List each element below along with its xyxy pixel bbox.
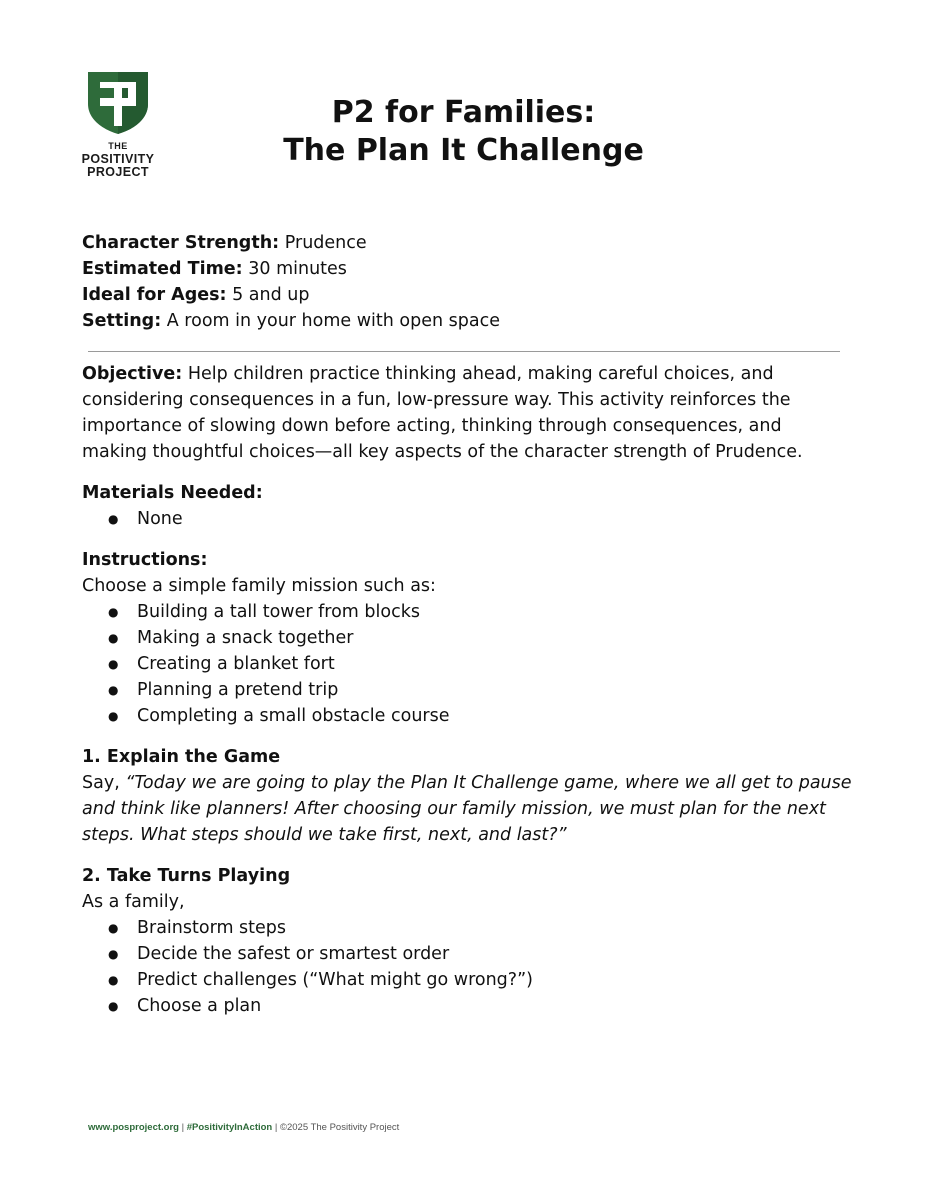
step-1-heading: 1. Explain the Game xyxy=(82,747,281,767)
main-content xyxy=(82,361,852,1019)
positivity-project-logo xyxy=(72,70,164,179)
list-item: ● Decide the safest or smartest order xyxy=(82,941,852,967)
step-2-heading: 2. Take Turns Playing xyxy=(82,866,291,886)
footer-copyright: ©2025 The Positivity Project xyxy=(279,1122,400,1133)
title-line-1: P2 for Families: xyxy=(331,95,596,130)
list-item: ● Completing a small obstacle course xyxy=(82,703,852,729)
instructions-heading: Instructions: xyxy=(82,550,208,570)
list-item: ● Predict challenges (“What might go wrong?”) xyxy=(82,967,852,993)
detail-character-strength xyxy=(82,230,500,256)
objective-text: Help children practice thinking ahead, making careful choices, and considering consequences in a fun, low-pressure way. This activity reinforces the importance of slowing down before acting, thinking through consequences, and making thoughtful choices—all key aspects of the character strength of Prudence. xyxy=(82,364,803,462)
step-1-section xyxy=(82,744,852,848)
list-item: ● None xyxy=(82,506,852,532)
footer-hashtag: #PositivityInAction xyxy=(186,1122,273,1133)
step-2-section xyxy=(82,863,852,1019)
materials-list xyxy=(82,506,852,532)
page-footer xyxy=(88,1122,399,1133)
detail-estimated-time xyxy=(82,256,500,282)
detail-value: 30 minutes xyxy=(248,259,347,279)
list-item: ● Choose a plan xyxy=(82,993,852,1019)
detail-setting xyxy=(82,308,500,334)
page-title xyxy=(200,94,727,170)
instructions-section xyxy=(82,547,852,729)
materials-heading: Materials Needed: xyxy=(82,483,263,503)
list-item: ● Making a snack together xyxy=(82,625,852,651)
instructions-intro: Choose a simple family mission such as: xyxy=(82,576,436,596)
list-item: ● Planning a pretend trip xyxy=(82,677,852,703)
title-line-2: The Plan It Challenge xyxy=(283,133,644,168)
materials-section xyxy=(82,480,852,532)
step-2-list xyxy=(82,915,852,1019)
detail-label: Ideal for Ages: xyxy=(82,285,227,305)
detail-value: 5 and up xyxy=(232,285,310,305)
p2-shield-icon xyxy=(86,70,150,136)
footer-website-link[interactable]: www.posproject.org xyxy=(88,1122,179,1133)
detail-ideal-ages xyxy=(82,282,500,308)
step-1-say: Say, xyxy=(82,773,126,793)
objective-label: Objective: xyxy=(82,364,183,384)
logo-text-project: PROJECT xyxy=(87,165,149,179)
objective-paragraph xyxy=(82,361,852,465)
detail-label: Setting: xyxy=(82,311,162,331)
step-1-text xyxy=(82,770,852,848)
activity-details xyxy=(82,230,500,334)
detail-label: Estimated Time: xyxy=(82,259,243,279)
divider xyxy=(88,351,840,352)
list-item: ● Brainstorm steps xyxy=(82,915,852,941)
footer-separator: | xyxy=(178,1122,187,1133)
step-2-intro: As a family, xyxy=(82,892,185,912)
list-item: ● Creating a blanket fort xyxy=(82,651,852,677)
list-item: ● Building a tall tower from blocks xyxy=(82,599,852,625)
detail-label: Character Strength: xyxy=(82,233,280,253)
step-1-quote: “Today we are going to play the Plan It Challenge game, where we all get to pause and think like planners! After choosing our family mission, we must plan for the next steps. What steps should we take first, next, and last?” xyxy=(82,773,852,845)
logo-text-the: THE xyxy=(108,141,128,151)
detail-value: Prudence xyxy=(284,233,367,253)
detail-value: A room in your home with open space xyxy=(166,311,501,331)
logo-text-positivity: POSITIVITY xyxy=(81,152,155,166)
mission-list xyxy=(82,599,852,729)
footer-separator: | xyxy=(272,1122,280,1133)
